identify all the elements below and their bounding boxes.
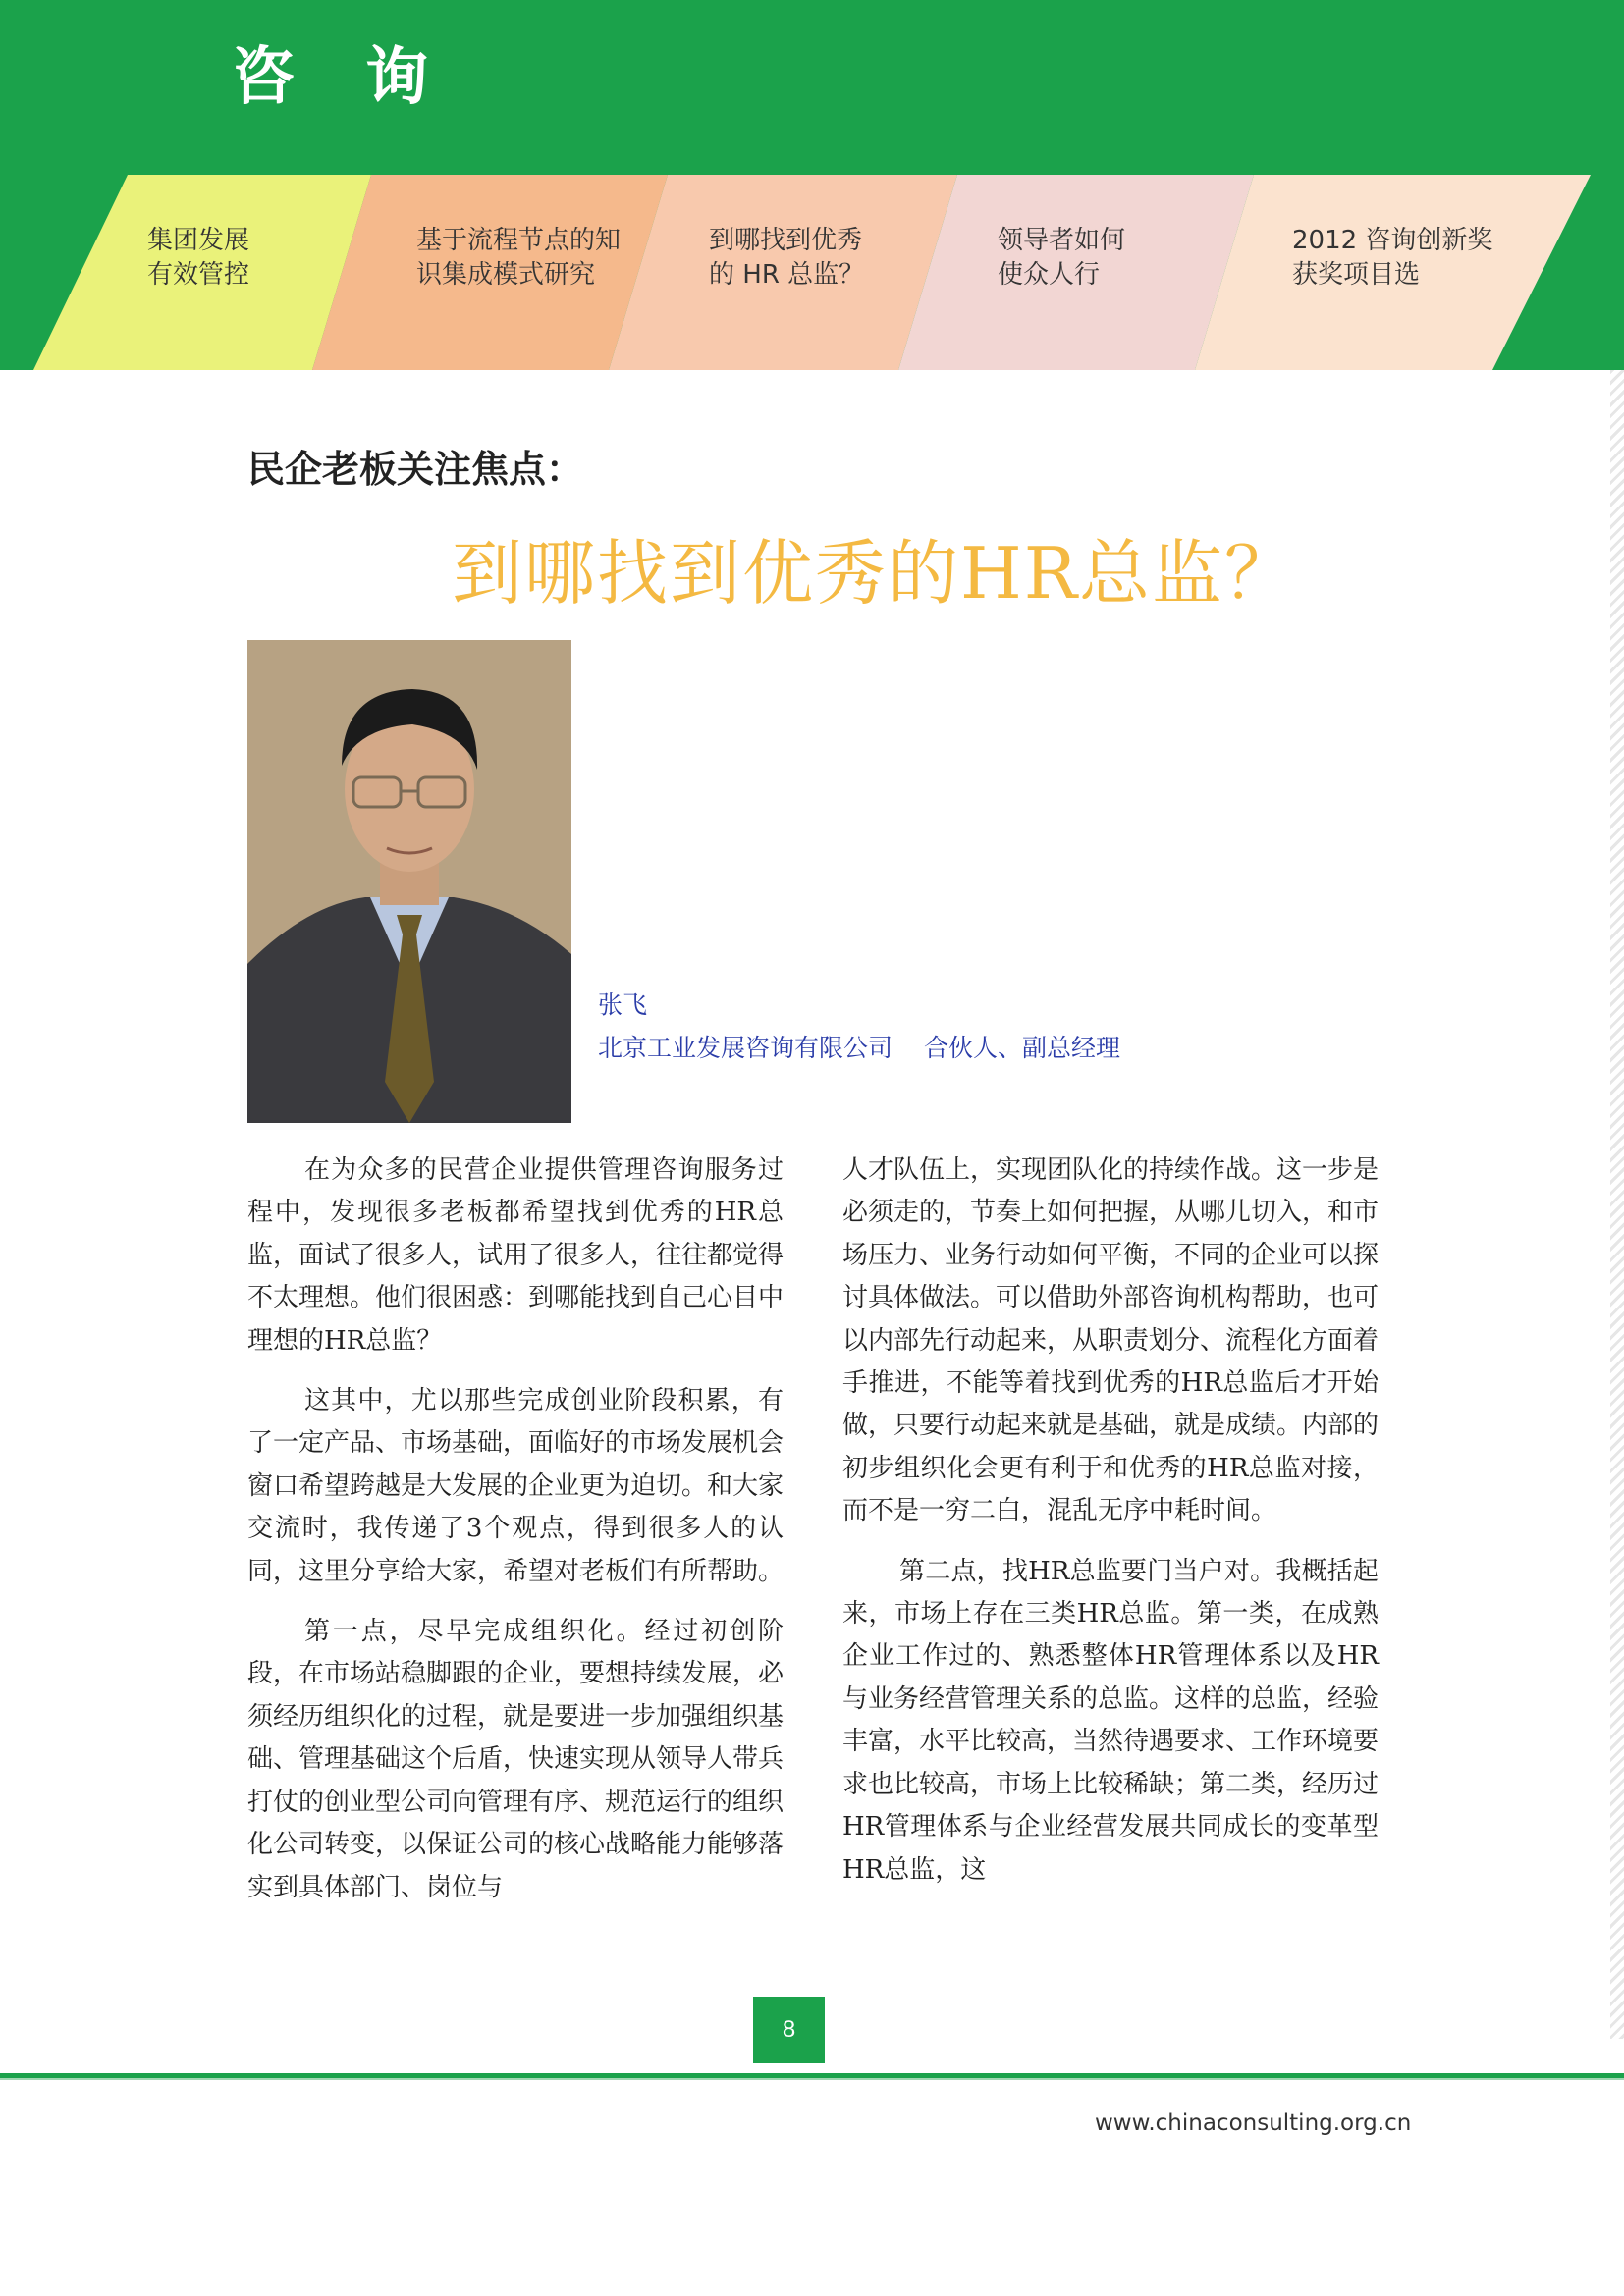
paragraph: 人才队伍上，实现团队化的持续作战。这一步是必须走的，节奏上如何把握，从哪儿切入，和市场压力、业务行动如何平衡，不同的企业可以探讨具体做法。可以借助外部咨询机构帮助，也可以内部先行动起来，从职责划分、流程化方面着手推进，不能等着找到优秀的HR总监后才开始做，只要行动起来就是基础，就是成绩。内部的初步组织化会更有利于和优秀的HR总监对接，而不是一穷二白，混乱无序中耗时间。 (842, 1155, 1380, 1526)
tab-group-control[interactable]: 集团发展 有效管控 (147, 226, 250, 290)
author-org: 北京工业发展咨询有限公司 (598, 1034, 893, 1062)
paragraph: 这其中，尤以那些完成创业阶段积累，有了一定产品、市场基础，面临好的市场发展机会窗口希望跨越是大发展的企业更为迫切。和大家交流时，我传递了3个观点，得到很多人的认同，这里分享给大家，希望对老板们有所帮助。 (247, 1386, 785, 1586)
footer-rule-shadow (0, 2078, 1624, 2080)
tab-knowledge-integration[interactable]: 基于流程节点的知 识集成模式研究 (416, 226, 622, 290)
author-role: 合伙人、副总经理 (924, 1034, 1121, 1062)
paragraph: 第二点，找HR总监要门当户对。我概括起来，市场上存在三类HR总监。第一类，在成熟企业工作过的、熟悉整体HR管理体系以及HR与业务经营管理关系的总监。这样的总监，经验丰富，水平比较高，当然待遇要求、工作环境要求也比较高，市场上比较稀缺；第二类，经历过HR管理体系与企业经营发展共同成长的变革型HR总监，这 (842, 1556, 1380, 1885)
page-number: 8 (753, 1997, 825, 2063)
tab-leadership[interactable]: 领导者如何 使众人行 (998, 226, 1126, 290)
author-credit (598, 984, 1120, 1070)
paragraph: 第一点，尽早完成组织化。经过初创阶段，在市场站稳脚跟的企业，要想持续发展，必须经历组织化的过程，就是要进一步加强组织基础、管理基础这个后盾，快速实现从领导人带兵打仗的创业型公司向管理有序、规范运行的组织化公司转变，以保证公司的核心战略能力能够落实到具体部门、岗位与 (247, 1617, 785, 1902)
section-title: 咨询 (232, 40, 499, 114)
author-name: 张飞 (598, 990, 648, 1019)
body-column-right (842, 1149, 1379, 1909)
body-column-left (247, 1149, 784, 1927)
footer-url[interactable]: www.chinaconsulting.org.cn (1095, 2110, 1412, 2136)
paragraph: 在为众多的民营企业提供管理咨询服务过程中，发现很多老板都希望找到优秀的HR总监，面试了很多人，试用了很多人，往往都觉得不太理想。他们很困惑：到哪能找到自己心目中理想的HR总监？ (247, 1155, 785, 1356)
article-headline: 到哪找到优秀的HR总监？ (452, 532, 1298, 614)
author-photo (247, 640, 571, 1123)
author-affiliation (598, 1027, 1120, 1070)
tab-innovation-award[interactable]: 2012 咨询创新奖 获奖项目选 (1292, 226, 1493, 290)
topic-tabs (0, 175, 1624, 370)
article-kicker: 民企老板关注焦点： (247, 448, 584, 491)
page-edge-decoration (1610, 370, 1624, 2039)
tab-hr-director[interactable]: 到哪找到优秀 的 HR 总监？ (709, 226, 865, 290)
